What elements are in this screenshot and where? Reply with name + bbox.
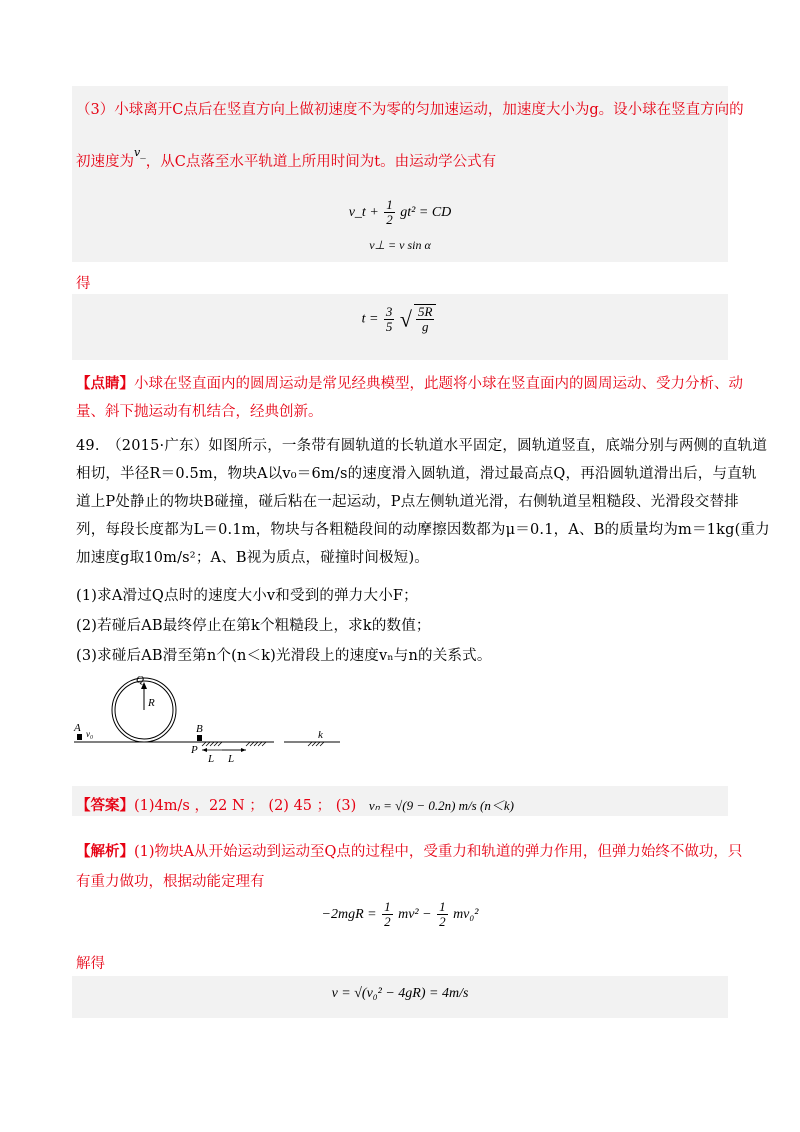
label-P: P: [191, 744, 198, 756]
label-B: B: [196, 723, 203, 735]
problem-line4: 列，每段长度都为L＝0.1m，物块与各粗糙段间的动摩擦因数都为μ＝0.1，A、B的质量均为m＝1kg(重力: [76, 522, 770, 538]
label-L2: L: [228, 753, 235, 765]
block-A: [77, 734, 82, 740]
problem-line3: 道上P处静止的物块B碰撞，碰后粘在一起运动，P点左侧轨道光滑，右侧轨道呈粗糙段、光滑段交替排: [76, 494, 739, 510]
result-t-box: [72, 294, 728, 360]
answer-line: 【答案】(1)4m/s ，22 N ； (2) 45 ； (3) vₙ = √(9 − 0.2n) m/s (n＜k): [76, 797, 514, 814]
result-v-box: [72, 976, 728, 1018]
equation-v-perp: v⊥ = v sin α: [369, 238, 431, 252]
label-k: k: [318, 729, 323, 741]
de-label: 得: [76, 276, 91, 292]
comment-line2: 量、斜下抛运动有机结合，经典创新。: [76, 404, 323, 420]
block-B: [197, 735, 202, 741]
question-2: (2)若碰后AB最终停止在第k个粗糙段上，求k的数值；: [76, 618, 431, 634]
question-3: (3)求碰后AB滑至第n个(n＜k)光滑段上的速度vₙ与n的关系式。: [76, 648, 492, 664]
answer-formula: vₙ = √(9 − 0.2n) m/s (n＜k): [368, 798, 514, 813]
track-diagram: [70, 670, 350, 770]
analysis-line2: 有重力做功，根据动能定理有: [76, 874, 265, 890]
part3-text-line1: （3）小球离开C点后在竖直方向上做初速度不为零的匀加速运动，加速度大小为g。设小球在竖直方向的: [76, 102, 744, 118]
analysis-line1: 【解析】(1)物块A从开始运动到运动至Q点的过程中，受重力和轨道的弹力作用，但弹力始终不做功，只: [76, 843, 743, 860]
label-A: A: [74, 722, 81, 734]
jiede-label: 解得: [76, 956, 105, 972]
label-v0: v₀: [86, 729, 94, 739]
equation-energy: −2mgR = $\frac{1}{2}$ mv² − $\frac{1}{2}$ mv₀²: [321, 899, 479, 930]
label-R: R: [148, 697, 155, 709]
question-1: (1)求A滑过Q点时的速度大小v和受到的弹力大小F；: [76, 588, 418, 604]
equation-vertical-motion: v_t + $\frac{1}{2}$ gt² = CD: [348, 197, 452, 228]
label-L1: L: [208, 753, 215, 765]
fraction-half: $\frac{1}{2}$: [386, 197, 393, 228]
label-Q: Q: [136, 674, 144, 686]
part3-text-line2: 初速度为$^{v\_}$，从C点落至水平轨道上所用时间为t。由运动学公式有: [76, 146, 497, 170]
equation-v-result: v = √(v₀² − 4gR) = 4m/s: [331, 986, 469, 1001]
comment-line1: 【点睛】小球在竖直面内的圆周运动是常见经典模型，此题将小球在竖直面内的圆周运动、受力分析、动: [76, 375, 743, 392]
problem-line1: 49. （2015·广东）如图所示，一条带有圆轨道的长轨道水平固定，圆轨道竖直，底端分别与两侧的直轨道: [76, 438, 768, 454]
problem-line2: 相切，半径R＝0.5m，物块A以v₀＝6m/s的速度滑入圆轨道，滑过最高点Q，再沿圆轨道滑出后，与直轨: [76, 466, 757, 482]
problem-line5: 加速度g取10m/s²；A、B视为质点，碰撞时间极短)。: [76, 550, 430, 566]
v-symbol: v_: [134, 146, 146, 159]
equation-t: t = $\frac{3}{5}$ √ $\frac{5R}{g}$: [72, 304, 728, 335]
